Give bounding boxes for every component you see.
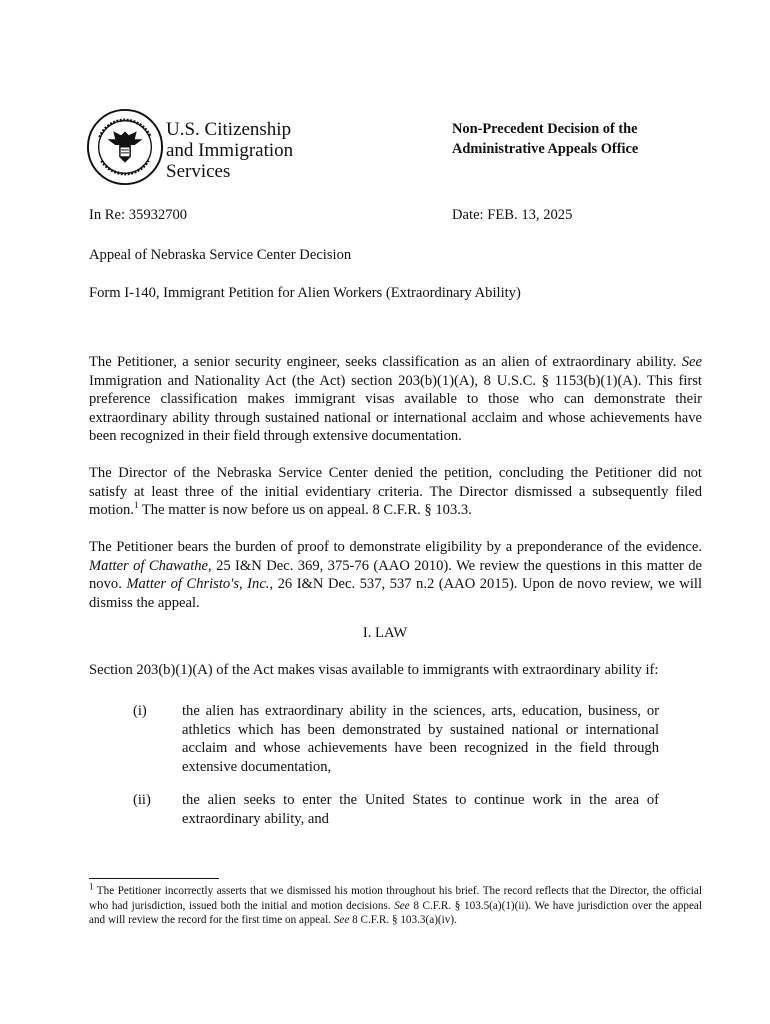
p2-text-a: The Director of the Nebraska Service Center denied the petition, concluding the Petitioner did not satisfy at least three of the initial evidentiary criteria. The Director dismissed a subsequently filed motion. xyxy=(89,465,702,519)
list-item-number: (ii) xyxy=(133,792,151,808)
agency-line-2: and Immigration xyxy=(166,140,294,161)
p1-see: See xyxy=(681,354,702,370)
footnote-ref[interactable]: 1 xyxy=(134,500,139,511)
law-intro: Section 203(b)(1)(A) of the Act makes visas available to immigrants with extraordinary ability if: xyxy=(89,662,659,678)
agency-line-3: Services xyxy=(166,161,231,182)
footnote-text-a: The Petitioner incorrectly asserts that we dismissed his motion throughout his brief. The record reflects that the Director, the official who had jurisdiction, issued both the initial and motion decisions. xyxy=(89,885,702,912)
section-heading-law: I. LAW xyxy=(362,625,408,641)
appeal-line: Appeal of Nebraska Service Center Decision xyxy=(89,247,352,263)
dhs-seal-icon xyxy=(86,108,164,186)
paragraph-intro xyxy=(89,353,702,446)
footnote-text-c: 8 C.F.R. § 103.3(a)(iv). xyxy=(349,914,457,927)
p3-text-b: , 25 I&N Dec. 369, 375-76 (AAO 2010). We review the questions in this matter de novo. xyxy=(89,557,703,593)
footnote-1 xyxy=(89,881,703,928)
footnote-text-b: 8 C.F.R. § 103.5(a)(1)(ii). We have jurisdiction over the appeal and will review the record for the first time on appeal. xyxy=(89,899,703,927)
decision-type-line-1: Non-Precedent Decision of the xyxy=(452,121,638,137)
p3-case-christos: Matter of Christo's, Inc. xyxy=(126,576,270,593)
p1-text-b: Immigration and Nationality Act (the Act) section 203(b)(1)(A), 8 U.S.C. § 1153(b)(1)(A). This first preference classification makes immigrant visas available to those who can demonstrate their extraordinary ability through sustained national or international acclaim and whose achievements have been recognized in their field through extensive documentation. xyxy=(89,372,702,445)
paragraph-burden-of-proof xyxy=(89,538,702,612)
footnote-divider xyxy=(89,878,219,879)
agency-line-1: U.S. Citizenship xyxy=(166,119,292,140)
p2-text-b: The matter is now before us on appeal. 8 C.F.R. § 103.3. xyxy=(138,502,472,519)
decision-date: Date: FEB. 13, 2025 xyxy=(452,207,573,223)
decision-type-line-2: Administrative Appeals Office xyxy=(452,140,639,157)
decision-type xyxy=(452,120,638,159)
paragraph-procedural-history xyxy=(89,464,702,520)
footnote-see-2: See xyxy=(333,914,350,927)
p3-case-chawathe: Matter of Chawathe xyxy=(89,557,209,574)
p3-text-c: , 26 I&N Dec. 537, 537 n.2 (AAO 2015). Upon de novo review, we will dismiss the appeal. xyxy=(89,576,702,611)
form-line: Form I-140, Immigrant Petition for Alien Workers (Extraordinary Ability) xyxy=(89,285,521,301)
list-item-text: the alien has extraordinary ability in the sciences, arts, education, business, or athletics which has been demonstrated by sustained national or international acclaim and whose achievements have been recognized in the field through extensive documentation, xyxy=(182,703,659,775)
list-item-text: the alien seeks to enter the United States to continue work in the area of extraordinary ability, and xyxy=(182,792,659,827)
p3-text-a: The Petitioner bears the burden of proof to demonstrate eligibility by a preponderance of the evidence. xyxy=(89,539,702,555)
footnote-number: 1 xyxy=(89,881,94,892)
p1-text-a: The Petitioner, a senior security engineer, seeks classification as an alien of extraordinary ability. xyxy=(89,354,682,370)
footnote-see-1: See xyxy=(394,899,410,912)
agency-name xyxy=(166,119,293,182)
receipt-number: In Re: 35932700 xyxy=(89,207,188,223)
list-item-number: (i) xyxy=(133,703,147,719)
